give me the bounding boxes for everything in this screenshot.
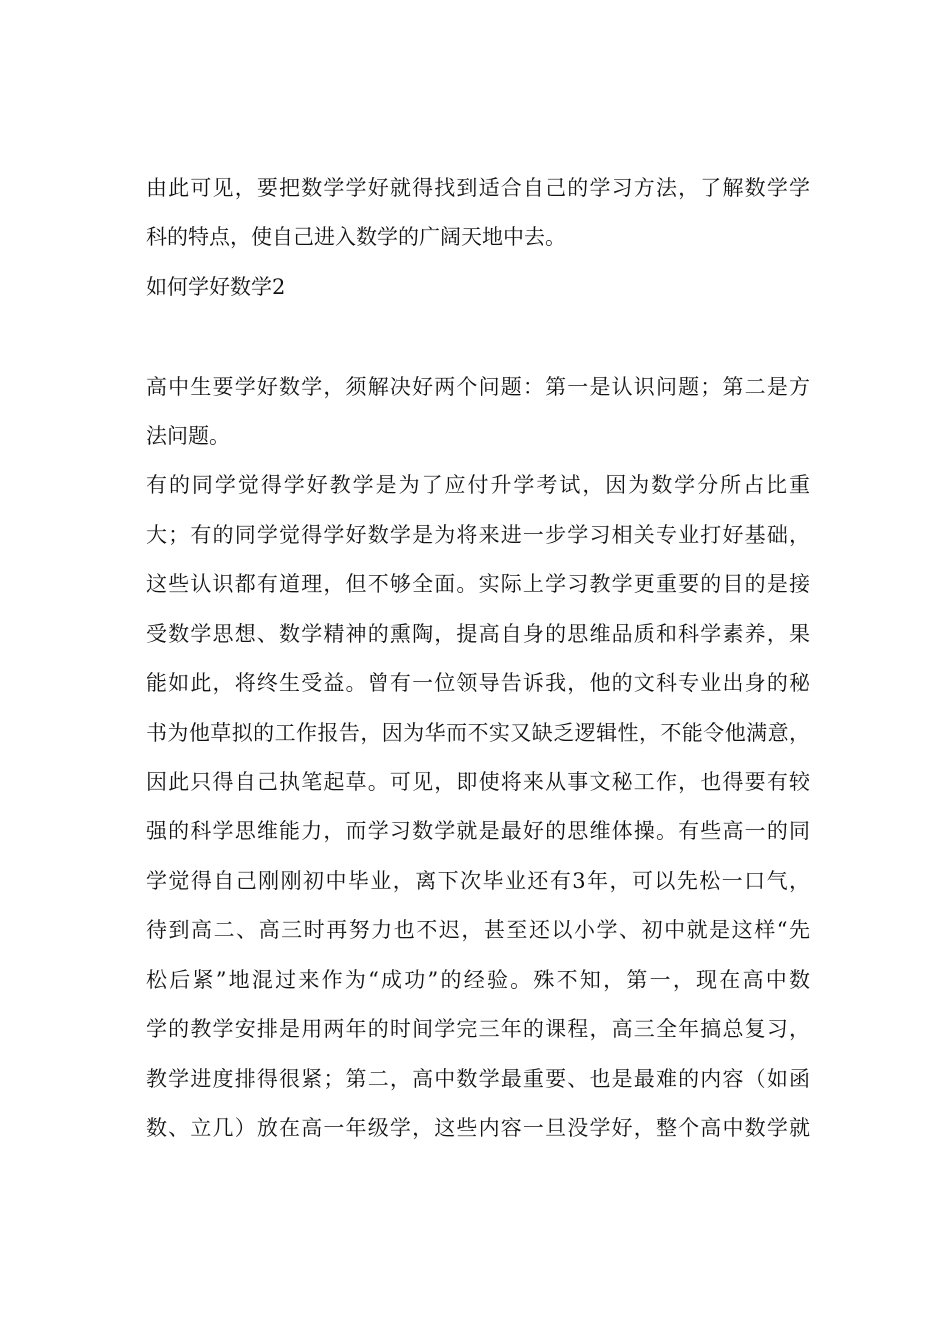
- paragraph-line: 松后紧”地混过来作为“成功”的经验。殊不知，第一，现在高中数: [146, 968, 810, 992]
- paragraph-line: 能如此，将终生受益。曾有一位领导告诉我，他的文科专业出身的秘: [146, 671, 810, 695]
- paragraph-line: 书为他草拟的工作报告，因为华而不实又缺乏逻辑性，不能令他满意，: [146, 721, 810, 745]
- section-heading: 如何学好数学2: [146, 275, 286, 299]
- paragraph-line: 教学进度排得很紧；第二，高中数学最重要、也是最难的内容（如函: [146, 1067, 810, 1091]
- paragraph-line: 法问题。: [146, 424, 230, 448]
- paragraph-line: 由此可见，要把数学学好就得找到适合自己的学习方法，了解数学学: [146, 176, 810, 200]
- paragraph-line: 这些认识都有道理，但不够全面。实际上学习教学更重要的目的是接: [146, 572, 810, 596]
- paragraph-line: 学的教学安排是用两年的时间学完三年的课程，高三全年搞总复习，: [146, 1017, 810, 1041]
- paragraph-line: 大；有的同学觉得学好数学是为将来进一步学习相关专业打好基础，: [146, 523, 810, 547]
- paragraph-line: 学觉得自己刚刚初中毕业，离下次毕业还有3年，可以先松一口气，: [146, 869, 810, 893]
- paragraph-line: 待到高二、高三时再努力也不迟，甚至还以小学、初中就是这样“先: [146, 918, 810, 942]
- paragraph-line: 高中生要学好数学，须解决好两个问题：第一是认识问题；第二是方: [146, 375, 810, 399]
- paragraph-line: 因此只得自己执笔起草。可见，即使将来从事文秘工作，也得要有较: [146, 770, 810, 794]
- paragraph-line: 强的科学思维能力，而学习数学就是最好的思维体操。有些高一的同: [146, 819, 810, 843]
- paragraph-line: 有的同学觉得学好教学是为了应付升学考试，因为数学分所占比重: [146, 473, 810, 497]
- paragraph-line: 受数学思想、数学精神的熏陶，提高自身的思维品质和科学素养，果: [146, 622, 810, 646]
- paragraph-line: 数、立几）放在高一年级学，这些内容一旦没学好，整个高中数学就: [146, 1116, 810, 1140]
- paragraph-line: 科的特点，使自己进入数学的广阔天地中去。: [146, 225, 566, 249]
